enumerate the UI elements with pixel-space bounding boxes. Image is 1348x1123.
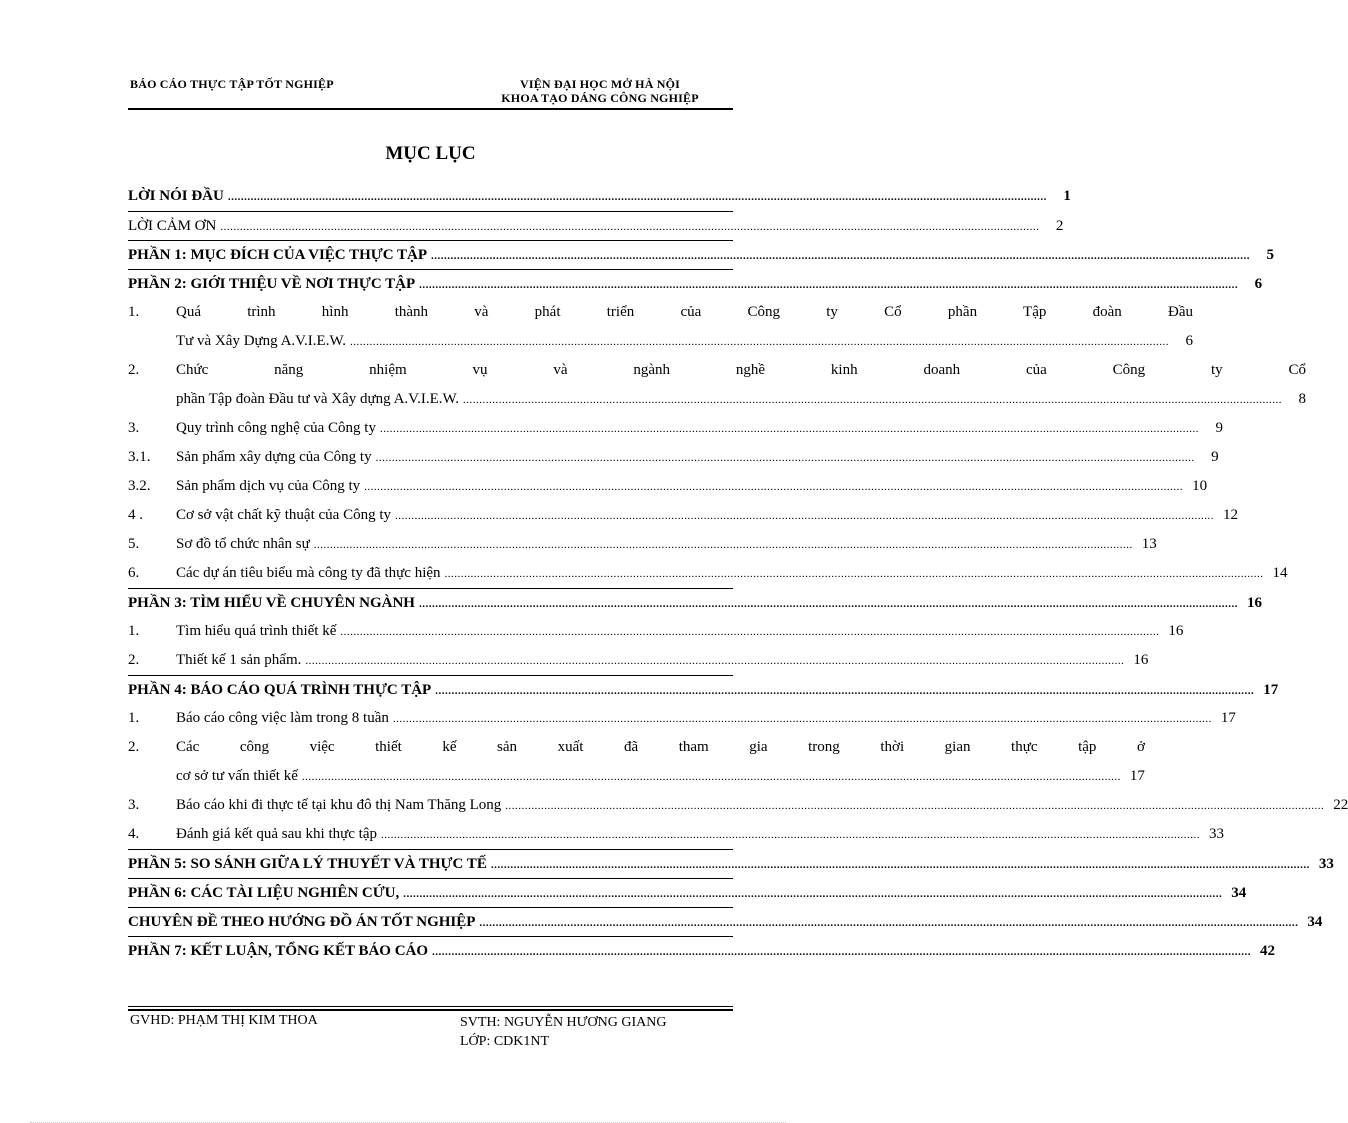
leader-dots: [419, 279, 1238, 291]
toc-page: 13: [1141, 536, 1157, 552]
toc-entry[interactable]: [128, 559, 1288, 588]
toc-label: PHẦN 4: BÁO CÁO QUÁ TRÌNH THỰC TẬP: [128, 682, 432, 698]
header-institute: VIỆN ĐẠI HỌC MỞ HÀ NỘI: [519, 77, 681, 91]
leader-dots: [381, 829, 1200, 841]
toc-label: LỜI NÓI ĐẦU: [128, 188, 224, 204]
toc-label-line1: Các công việc thiết kế sản xuất đã tham gia trong thời gian thực tập ở: [176, 739, 1145, 755]
toc-entry[interactable]: [128, 356, 1307, 414]
toc-number: 5.: [128, 536, 140, 552]
leader-dots: [432, 946, 1251, 958]
toc-entry[interactable]: [128, 240, 1275, 269]
toc-page: 16: [1168, 623, 1184, 639]
toc-entry[interactable]: [128, 675, 1279, 704]
leader-dots: [491, 859, 1310, 871]
toc-number: 3.: [128, 797, 140, 813]
toc-page: 16: [1246, 595, 1262, 611]
leader-dots: [302, 771, 1121, 783]
leader-dots: [435, 685, 1254, 697]
toc-page: 1: [1063, 188, 1071, 204]
leader-dots: [314, 539, 1133, 551]
toc-entry[interactable]: [128, 269, 1263, 298]
toc-page: 42: [1260, 943, 1276, 959]
toc-page: 17: [1220, 710, 1236, 726]
toc-page: 14: [1272, 565, 1288, 581]
leader-dots: [463, 394, 1282, 406]
leader-dots: [505, 800, 1324, 812]
toc-label-line2: phần Tập đoàn Đầu tư và Xây dựng A.V.I.E.W.: [176, 391, 460, 407]
footer-class: LỚP: CDK1NT: [460, 1034, 550, 1049]
leader-dots: [445, 568, 1264, 580]
toc-page: 5: [1266, 247, 1275, 263]
toc-label: Đánh giá kết quả sau khi thực tập: [176, 826, 377, 842]
toc-label: Sơ đồ tổ chức nhân sự: [176, 536, 310, 552]
toc-label: PHẦN 7: KẾT LUẬN, TỔNG KẾT BÁO CÁO: [128, 943, 429, 959]
toc-page: 17: [1129, 768, 1145, 784]
toc-entry[interactable]: [128, 414, 1223, 443]
header-right: [470, 77, 730, 105]
toc-page: 33: [1209, 826, 1224, 842]
toc-label: Quy trình công nghệ của Công ty: [176, 420, 376, 436]
toc-label: PHẦN 3: TÌM HIỂU VỀ CHUYÊN NGÀNH: [128, 595, 415, 611]
toc-entry[interactable]: [128, 849, 1334, 878]
toc-entry[interactable]: [128, 298, 1193, 356]
toc-number: 3.2.: [128, 478, 151, 494]
leader-dots: [395, 510, 1214, 522]
toc-label: Tìm hiểu quá trình thiết kế: [176, 623, 337, 639]
toc-entry[interactable]: [128, 704, 1236, 733]
toc-number: 1.: [128, 710, 140, 726]
toc-page: 34: [1307, 914, 1323, 930]
toc-label-line2: Tư và Xây Dựng A.V.I.E.W.: [176, 333, 346, 349]
toc-page: 12: [1223, 507, 1238, 523]
toc-entry[interactable]: [128, 878, 1247, 907]
toc-label: Cơ sở vật chất kỹ thuật của Công ty: [176, 507, 391, 523]
leader-dots: [403, 888, 1222, 900]
toc-number: 1.: [128, 623, 140, 639]
leader-dots: [376, 452, 1195, 464]
toc-page: 6: [1185, 333, 1193, 349]
toc-page: 10: [1192, 478, 1208, 494]
toc-label-line2: cơ sở tư vấn thiết kế: [176, 768, 298, 784]
toc-number: 3.: [128, 420, 140, 436]
header-left: BÁO CÁO THỰC TẬP TỐT NGHIỆP: [130, 77, 334, 91]
footer-student-name: SVTH: NGUYỄN HƯƠNG GIANG: [460, 1015, 667, 1030]
toc-page: 8: [1298, 391, 1307, 407]
toc-number: 2.: [128, 652, 140, 668]
toc-entry[interactable]: [128, 588, 1262, 617]
toc-label: PHẦN 5: SO SÁNH GIỮA LÝ THUYẾT VÀ THỰC TẾ: [128, 856, 487, 872]
toc-entry[interactable]: [128, 791, 1348, 820]
leader-dots: [479, 917, 1298, 929]
leader-dots: [305, 655, 1124, 667]
leader-dots: [364, 481, 1183, 493]
toc-number: 2.: [128, 739, 140, 755]
toc-page: 22: [1333, 797, 1348, 813]
toc-page: 17: [1263, 682, 1279, 698]
toc-number: 1.: [128, 304, 140, 320]
toc-entry[interactable]: [128, 501, 1238, 530]
toc-page: 2: [1055, 218, 1064, 234]
toc-number: 3.1.: [128, 449, 151, 465]
leader-dots: [340, 626, 1159, 638]
toc-number: 6.: [128, 565, 140, 581]
toc-label: Các dự án tiêu biểu mà công ty đã thực hiện: [176, 565, 441, 581]
toc-page: 16: [1133, 652, 1149, 668]
toc-label: Sản phẩm dịch vụ của Công ty: [176, 478, 361, 494]
footer-rule: [128, 1006, 733, 1007]
toc-label: CHUYÊN ĐỀ THEO HƯỚNG ĐỒ ÁN TỐT NGHIỆP: [128, 914, 476, 930]
header-faculty: KHOA TẠO DÁNG CÔNG NGHIỆP: [501, 91, 699, 105]
page-title: MỤC LỤC: [385, 143, 476, 164]
leader-dots: [350, 336, 1169, 348]
toc-label-line1: Chức năng nhiệm vụ và ngành nghề kinh doanh của Công ty Cổ: [176, 362, 1307, 378]
leader-dots: [380, 423, 1199, 435]
toc-entry[interactable]: [128, 733, 1145, 791]
footer-supervisor: GVHD: PHẠM THỊ KIM THOA: [130, 1013, 318, 1028]
toc-entry[interactable]: [128, 530, 1157, 559]
toc-page: 33: [1318, 856, 1334, 872]
toc-page: 9: [1215, 420, 1223, 436]
toc-number: 4.: [128, 826, 140, 842]
toc-page: 34: [1231, 885, 1247, 901]
footer-rule-thick: [128, 1009, 733, 1011]
leader-dots: [393, 713, 1212, 725]
toc-page: 6: [1254, 276, 1263, 292]
toc-label: Thiết kế 1 sản phẩm.: [176, 652, 302, 668]
toc-entry[interactable]: [128, 646, 1149, 675]
toc-entry[interactable]: [128, 211, 1064, 240]
toc-label: PHẦN 1: MỤC ĐÍCH CỦA VIỆC THỰC TẬP: [128, 247, 428, 263]
toc-label: Báo cáo khi đi thực tế tại khu đô thị Nam Thăng Long: [176, 797, 502, 813]
toc-page: 9: [1211, 449, 1219, 465]
toc-label: PHẦN 6: CÁC TÀI LIỆU NGHIÊN CỨU,: [128, 885, 400, 901]
header-rule: [128, 108, 733, 110]
toc-entry[interactable]: [128, 182, 1071, 211]
leader-dots: [419, 598, 1238, 610]
toc-label: Sản phẩm xây dựng của Công ty: [176, 449, 372, 465]
toc-entry[interactable]: [128, 936, 1276, 965]
toc-label: LỜI CẢM ƠN: [128, 218, 217, 234]
toc-entry[interactable]: [128, 443, 1219, 472]
toc-entry[interactable]: [128, 472, 1208, 501]
leader-dots: [220, 221, 1039, 233]
toc-label: PHẦN 2: GIỚI THIỆU VỀ NƠI THỰC TẬP: [128, 276, 416, 292]
toc-entry[interactable]: [128, 617, 1184, 646]
table-of-contents: [128, 182, 1348, 965]
leader-dots: [431, 250, 1250, 262]
toc-number: 2.: [128, 362, 140, 378]
toc-entry[interactable]: [128, 907, 1323, 936]
toc-label: Báo cáo công việc làm trong 8 tuần: [176, 710, 389, 726]
toc-label-line1: Quá trình hình thành và phát triển của Công ty Cổ phần Tập đoàn Đầu: [176, 304, 1193, 320]
toc-entry[interactable]: [128, 820, 1224, 849]
toc-number: 4 .: [128, 507, 143, 523]
leader-dots: [228, 191, 1047, 203]
footer-student: [460, 1013, 666, 1051]
